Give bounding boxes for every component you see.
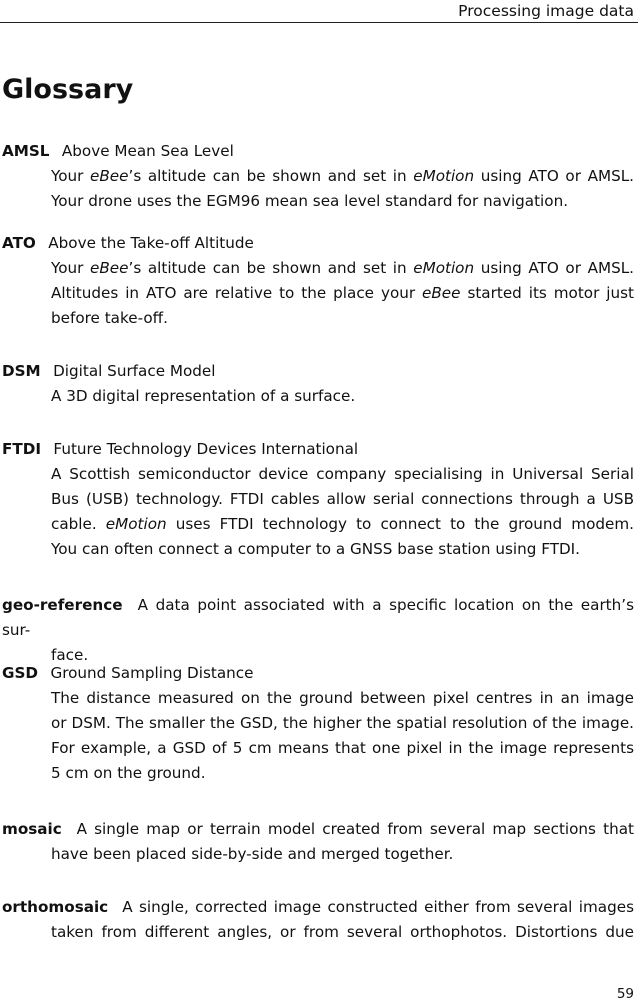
definition-line [2,462,634,487]
entry-heading [2,817,634,842]
definition-line [2,736,634,761]
definition-text: Your [51,167,91,185]
glossary-term-name: Future Technology Devices International [53,440,359,458]
product-name: eBee [90,259,129,277]
definition-text: The distance measured on the ground between pixel centres in an image [51,689,634,707]
glossary-term-name: Ground Sampling Distance [50,664,254,682]
glossary-term-name: Digital Surface Model [53,362,216,380]
entry-heading [2,231,634,256]
entry-heading [2,359,634,384]
glossary-term-name: Above the Take-off Altitude [48,234,254,252]
page-number: 59 [616,986,634,1002]
definition-text: started its motor just [460,284,634,302]
definition-line [2,761,634,786]
header-rule [0,22,638,23]
definition-text: or DSM. The smaller the GSD, the higher the spatial resolution of the image. [51,714,634,732]
definition-line [2,920,634,945]
glossary-term: DSM [2,362,41,380]
definition-text: Your drone uses the EGM96 mean sea level standard for navigation. [51,192,569,210]
definition-text: uses FTDI technology to connect to the ground modem. [166,515,634,533]
product-name: eMotion [105,515,167,533]
definition-line [2,384,634,409]
definition-line [2,842,634,867]
definition-line [2,306,634,331]
definition-line [2,711,634,736]
definition-text: ’s altitude can be shown and set in [128,259,414,277]
glossary-term: geo-reference [2,596,123,614]
entry-heading [2,895,634,920]
definition-text: before take-off. [51,309,168,327]
glossary-term: AMSL [2,142,50,160]
definition-text: A Scottish semiconductor device company specialising in Universal Serial [51,465,634,483]
product-name: eMotion [413,259,475,277]
definition-line [2,164,634,189]
section-title: Processing image data [458,2,634,20]
definition-text: cable. [51,515,106,533]
entry-heading [2,139,634,164]
product-name: eBee [90,167,129,185]
definition-line [2,512,634,537]
glossary-term: FTDI [2,440,41,458]
definition-text: using ATO or AMSL. [474,167,635,185]
definition-text: Bus (USB) technology. FTDI cables allow serial connections through a USB [51,490,634,508]
glossary-entry [2,359,634,409]
definition-text: 5 cm on the ground. [51,764,206,782]
glossary-term-name: A data point associated with a specific location on the earth’s sur- [2,596,635,639]
glossary-term: ATO [2,234,36,252]
glossary-entry [2,139,634,214]
glossary-term-name: A single map or terrain model created from several map sections that [76,820,635,838]
glossary-entry [2,231,634,331]
definition-line [2,537,634,562]
definition-text: face. [51,646,89,664]
glossary-term: orthomosaic [2,898,109,916]
glossary-entry [2,895,634,945]
glossary-term-name: Above Mean Sea Level [61,142,234,160]
definition-text: using ATO or AMSL. [474,259,635,277]
glossary-term: mosaic [2,820,62,838]
definition-text: You can often connect a computer to a GNSS base station using FTDI. [51,540,580,558]
definition-line [2,256,634,281]
definition-text: A 3D digital representation of a surface. [51,387,356,405]
definition-text: Altitudes in ATO are relative to the place your [51,284,423,302]
definition-line [2,686,634,711]
glossary-entry [2,593,634,668]
glossary-term: GSD [2,664,39,682]
glossary-term-name: A single, corrected image constructed either from several images [122,898,634,916]
definition-line [2,281,634,306]
glossary-entry [2,661,634,786]
glossary-entry [2,817,634,867]
entry-heading [2,593,634,643]
definition-text: taken from different angles, or from several orthophotos. Distortions due [51,923,634,941]
page-title: Glossary [2,74,134,105]
product-name: eMotion [413,167,475,185]
glossary-entry [2,437,634,562]
product-name: eBee [422,284,461,302]
entry-heading [2,661,634,686]
definition-text: have been placed side-by-side and merged together. [51,845,454,863]
definition-line [2,487,634,512]
definition-line [2,189,634,214]
definition-text: Your [51,259,91,277]
definition-text: For example, a GSD of 5 cm means that one pixel in the image represents [51,739,634,757]
definition-text: ’s altitude can be shown and set in [128,167,414,185]
entry-heading [2,437,634,462]
